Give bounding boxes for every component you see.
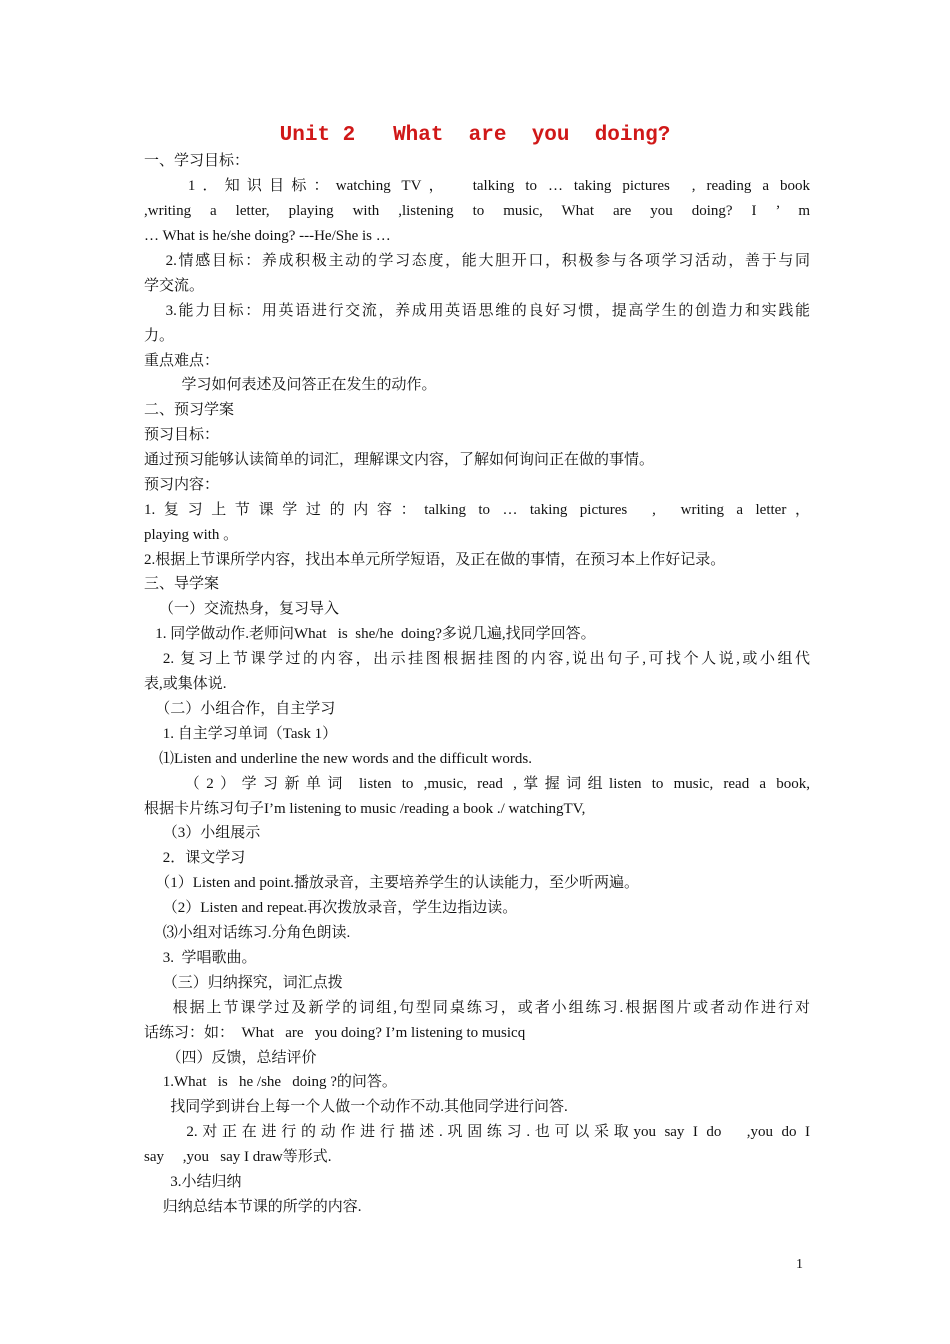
text-line: 归纳总结本节课的所学的内容. <box>144 1199 362 1215</box>
text-line: 3.小结归纳 <box>144 1174 242 1190</box>
text-line: playing with 。 <box>144 527 239 543</box>
text-line: 1.What is he /she doing ?的问答。 <box>144 1074 397 1090</box>
text-line: 找同学到讲台上每一个人做一个动作不动.其他同学进行问答. <box>144 1099 568 1115</box>
text-line: （2）Listen and repeat.再次拨放录音，学生边指边读。 <box>144 900 518 916</box>
section-heading: 重点难点： <box>144 353 220 369</box>
text-line: 1．知识目标：watching TV， talking to … taking pictures , reading a book <box>144 178 810 194</box>
text-line: 1. 自主学习单词（Task 1） <box>144 726 338 742</box>
text-line: 通过预习能够认读简单的词汇，理解课文内容，了解如何询问正在做的事情。 <box>144 452 655 468</box>
text-line: 2.情感目标：养成积极主动的学习态度，能大胆开口，积极参与各项学习活动，善于与同 <box>144 253 810 269</box>
text-line: 3.能力目标：用英语进行交流，养成用英语思维的良好习惯，提高学生的创造力和实践能 <box>144 303 810 319</box>
text-line: ,writing a letter, playing with ,listening to music, What are you doing? I ’ m <box>144 203 810 219</box>
text-line: 根据上节课学过及新学的词组,句型同桌练习，或者小组练习.根据图片或者动作进行对 <box>144 1000 810 1016</box>
text-line: 2. 复习上节课学过的内容，出示挂图根据挂图的内容,说出句子,可找个人说,或小组代 <box>144 651 810 667</box>
text-line: 学习如何表述及问答正在发生的动作。 <box>144 377 437 393</box>
text-line: 1.复习上节课学过的内容：talking to … taking pictures , writing a letter， <box>144 502 810 518</box>
text-line: （三）归纳探究，词汇点拨 <box>144 975 343 991</box>
text-line: … What is he/she doing? ---He/She is … <box>144 228 391 244</box>
text-line: 表,或集体说. <box>144 676 227 692</box>
text-line: 话练习：如： What are you doing? I’m listening to musicq <box>144 1025 526 1041</box>
text-line: （二）小组合作，自主学习 <box>144 701 336 717</box>
text-line: 2.根据上节课所学内容，找出本单元所学短语，及正在做的事情，在预习本上作好记录。 <box>144 552 726 568</box>
text-line: 力。 <box>144 328 175 344</box>
text-line: （3）小组展示 <box>144 825 261 841</box>
page-number: 1 <box>796 1257 803 1272</box>
text-line: 1. 同学做动作.老师问What is she/he doing?多说几遍,找同学回答。 <box>144 626 596 642</box>
text-line: （四）反馈，总结评价 <box>144 1050 317 1066</box>
section-heading: 三、导学案 <box>144 576 220 592</box>
text-line: 一、学习目标： <box>144 153 250 169</box>
text-line: 3. 学唱歌曲。 <box>144 950 257 966</box>
text-line: say ,you say I draw等形式. <box>144 1149 332 1165</box>
text-line: ⑴Listen and underline the new words and the difficult words. <box>144 751 532 767</box>
text-line: （1）Listen and point.播放录音，主要培养学生的认读能力，至少听两遍。 <box>144 875 639 891</box>
section-heading: 二、预习学案 <box>144 402 235 418</box>
text-line: （2）学习新单词 listen to ,music, read ,掌握词组listen to music, read a book, <box>144 776 810 792</box>
document-title: Unit 2 What are you doing? <box>279 124 671 147</box>
text-line: ⑶小组对话练习.分角色朗读. <box>144 925 351 941</box>
text-line: 2.对正在进行的动作进行描述.巩固练习.也可以采取you say I do ,you do I <box>144 1124 810 1140</box>
text-line: 根据卡片练习句子I’m listening to music /reading a book ./ watchingTV, <box>144 801 586 817</box>
text-line: 预习目标： <box>144 427 220 443</box>
text-line: （一）交流热身，复习导入 <box>144 601 340 617</box>
text-line: 学交流。 <box>144 278 205 294</box>
text-line: 2．课文学习 <box>144 850 246 866</box>
text-line: 预习内容： <box>144 477 220 493</box>
